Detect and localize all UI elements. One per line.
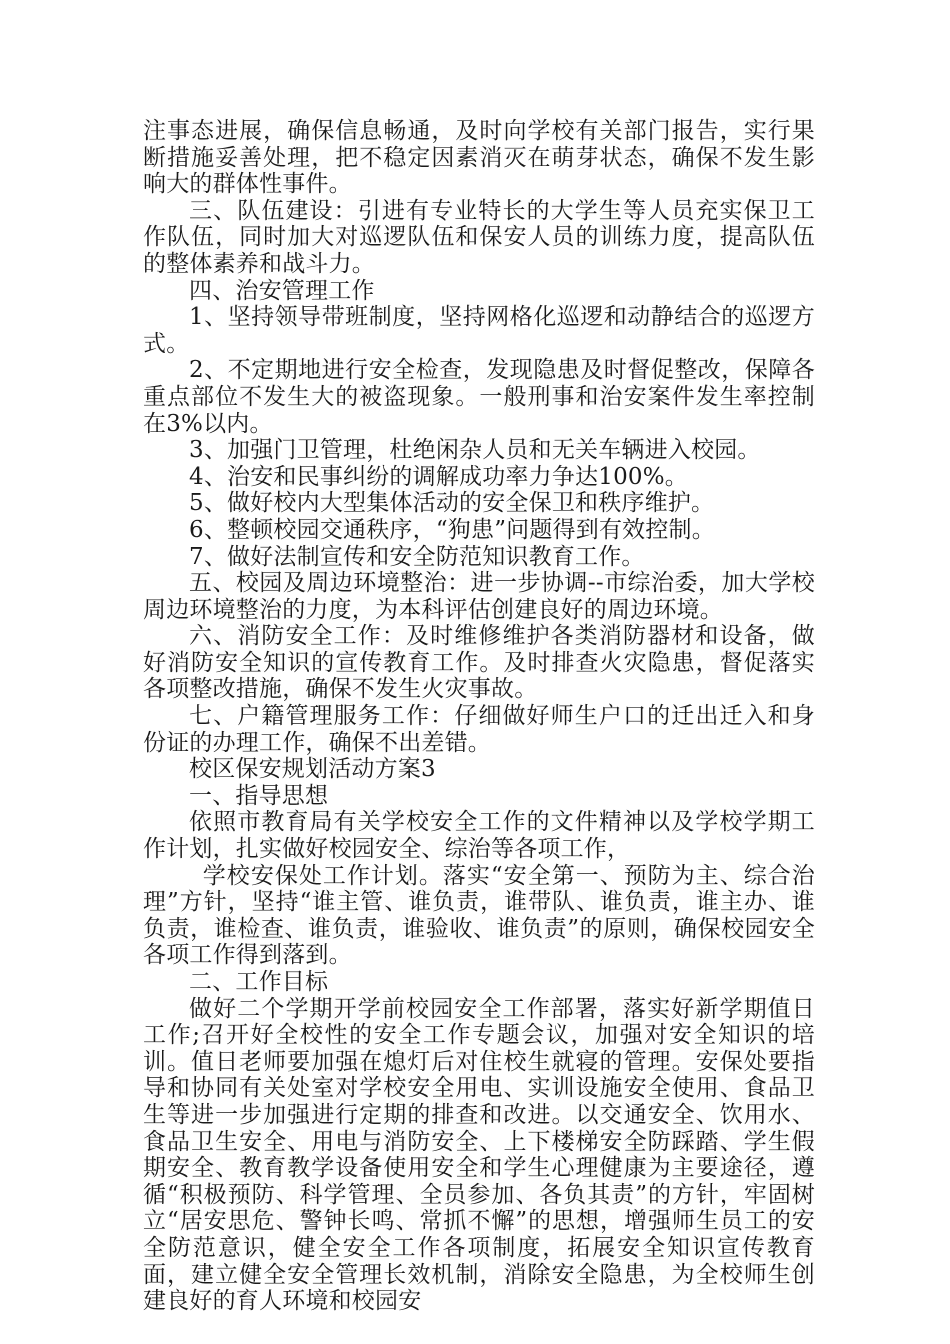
list-item-6: 6、整顿校园交通秩序，“狗患”问题得到有效控制。 [189,516,715,543]
list-item-1: 1、坚持领导带班制度，坚持网格化巡逻和动静结合的巡逻方式。 [143,304,815,357]
list-item-7: 7、做好法制宣传和安全防范知识教育工作。 [189,543,645,570]
list-item-3: 3、加强门卫管理，杜绝闲杂人员和无关车辆进入校园。 [189,437,761,464]
paragraph-environment: 五、校园及周边环境整治：进一步协调--市综治委，加大学校周边环境整治的力度，为本科评估创建良好的周边环境。 [143,570,815,623]
document-page [143,118,815,1315]
section-title: 校区保安规划活动方案3 [189,756,436,783]
paragraph-fire-safety: 六、消防安全工作：及时维修维护各类消防器材和设备，做好消防安全知识的宣传教育工作。及时排查火灾隐患，督促落实各项整改措施，确保不发生火灾事故。 [143,623,815,703]
paragraph-continuation: 注事态进展，确保信息畅通，及时向学校有关部门报告，实行果断措施妥善处理，把不稳定因素消灭在萌芽状态，确保不发生影响大的群体性事件。 [143,118,815,198]
paragraph-work-goals: 做好二个学期开学前校园安全工作部署，落实好新学期值日工作;召开好全校性的安全工作专题会议，加强对安全知识的培训。值日老师要加强在熄灯后对住校生就寝的管理。安保处要指导和协同有关处室对学校安全用电、实训设施安全使用、食品卫生等进一步加强进行定期的排查和改进。以交通安全、饮用水、食品卫生安全、用电与消防安全、上下楼梯安全防踩踏、学生假期安全、教育教学设备使用安全和学生心理健康为主要途径，遵循“积极预防、科学管理、全员参加、各负其责”的方针，牢固树立“居安思危、警钟长鸣、常抓不懈”的思想，增强师生员工的安全防范意识，健全安全工作各项制度，拓展安全知识宣传教育面，建立健全安全管理长效机制，消除安全隐患，为全校师生创建良好的育人环境和校园安 [143,995,815,1315]
paragraph-guiding-ideology: 依照市教育局有关学校安全工作的文件精神以及学校学期工作计划，扎实做好校园安全、综治等各项工作， [143,809,815,863]
paragraph-work-plan: 学校安保处工作计划。落实“安全第一、预防为主、综合治理”方针，坚持“谁主管、谁负责，谁带队、谁负责，谁主办、谁负责，谁检查、谁负责，谁验收、谁负责”的原则，确保校园安全各项工作得到落到。 [143,862,815,969]
list-item-2: 2、不定期地进行安全检查，发现隐患及时督促整改，保障各重点部位不发生大的被盗现象。一般刑事和治安案件发生率控制在3%以内。 [143,357,815,437]
heading-guiding-ideology: 一、指导思想 [189,782,329,809]
heading-work-goals: 二、工作目标 [189,969,329,995]
paragraph-team-building: 三、队伍建设：引进有专业特长的大学生等人员充实保卫工作队伍，同时加大对巡逻队伍和保安人员的训练力度，提高队伍的整体素养和战斗力。 [143,197,815,277]
heading-security-management: 四、治安管理工作 [189,277,375,304]
list-item-4: 4、治安和民事纠纷的调解成功率力争达100%。 [189,463,688,490]
paragraph-household-registration: 七、户籍管理服务工作：仔细做好师生户口的迁出迁入和身份证的办理工作，确保不出差错。 [143,703,815,756]
list-item-5: 5、做好校内大型集体活动的安全保卫和秩序维护。 [189,490,715,517]
